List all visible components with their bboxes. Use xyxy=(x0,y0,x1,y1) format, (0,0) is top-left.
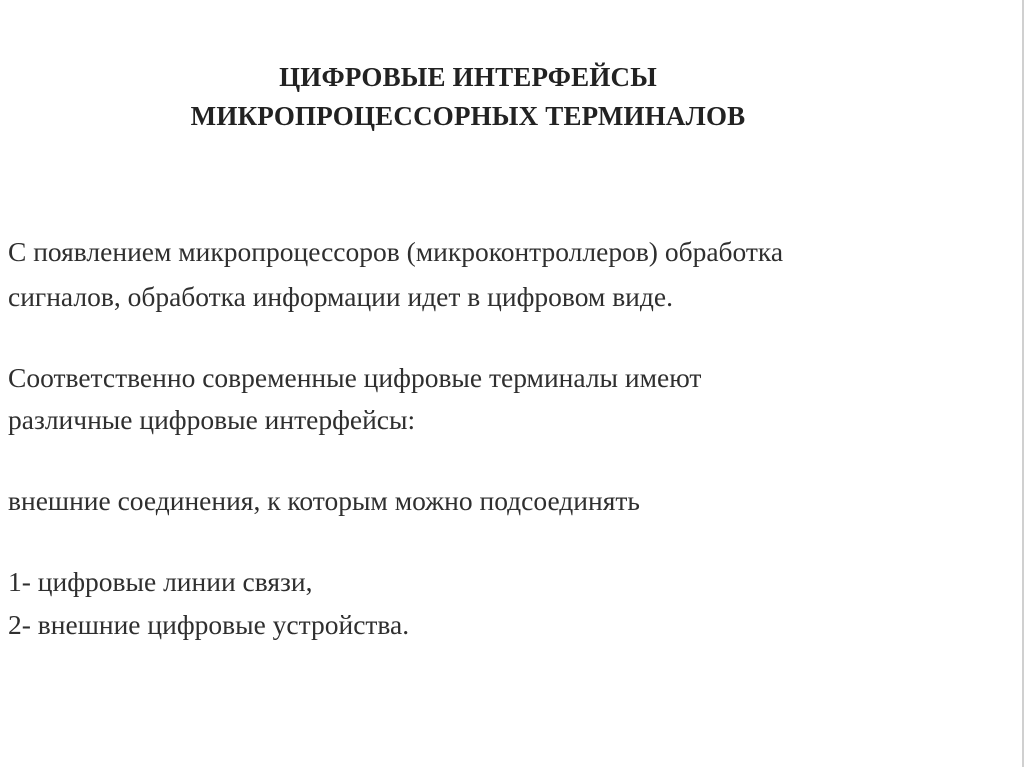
paragraph-1-line-2: сигналов, обработка информации идет в цифровом виде. xyxy=(8,281,673,312)
paragraph-3: внешние соединения, к которым можно подсоединять xyxy=(8,485,640,516)
paragraph-1-line-1: С появлением микропроцессоров (микроконтроллеров) обработка xyxy=(8,236,784,267)
paragraph-2-line-2: различные цифровые интерфейсы: xyxy=(8,404,416,435)
paragraph-2-line-1: Соответственно современные цифровые терминалы имеют xyxy=(8,362,702,393)
list-item: 2- внешние цифровые устройства. xyxy=(8,609,410,640)
list-item: 1- цифровые линии связи, xyxy=(8,566,313,597)
slide-title-line-1: ЦИФРОВЫЕ ИНТЕРФЕЙСЫ xyxy=(279,62,657,92)
slide-title-line-2: МИКРОПРОЦЕССОРНЫХ ТЕРМИНАЛОВ xyxy=(190,101,746,131)
